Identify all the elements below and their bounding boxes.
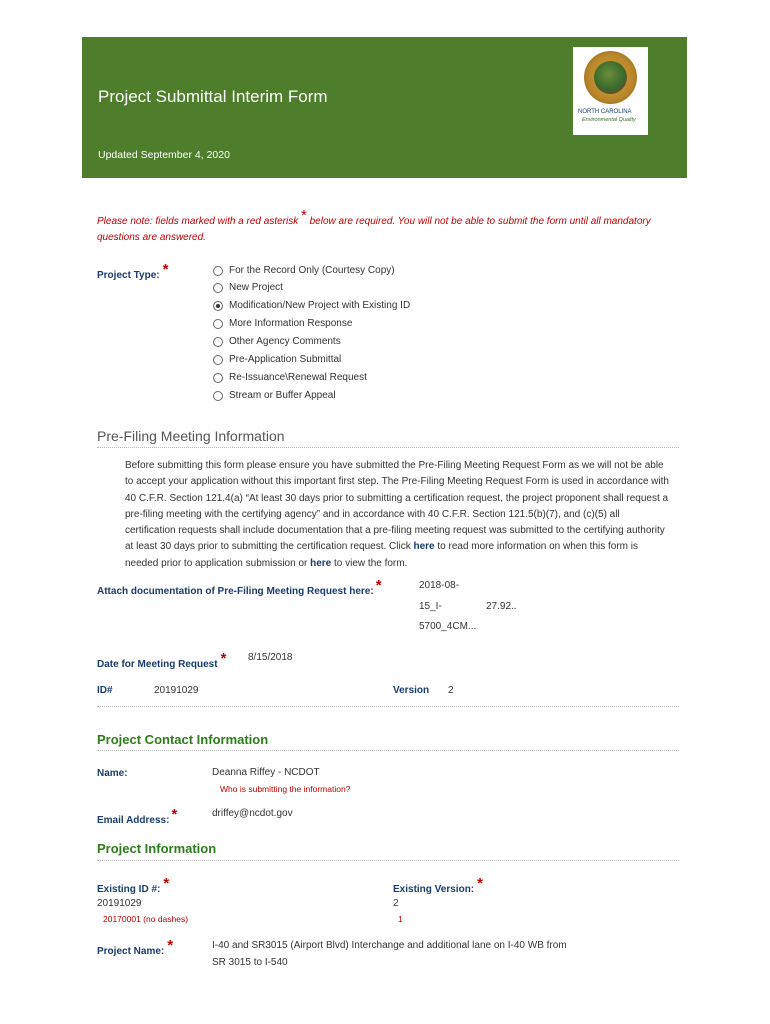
required-fields-note: Please note: fields marked with a red asterisk * below are required. You will not be able to submit the form until all mandatory questions are answered. [97,207,651,243]
radio-unchecked-icon[interactable] [213,319,223,329]
logo-text-state: NORTH CAROLINA [578,109,632,115]
project-type-option-label: Other Agency Comments [229,336,341,347]
radio-unchecked-icon[interactable] [213,373,223,383]
project-type-label: Project Type: * [97,261,169,281]
version-value[interactable]: 2 [448,685,454,696]
project-type-option[interactable] [213,318,352,329]
radio-unchecked-icon[interactable] [213,283,223,293]
required-asterisk: * [162,261,169,278]
project-name-line1[interactable]: I-40 and SR3015 (Airport Blvd) Interchange and additional lane on I-40 WB from [212,940,567,951]
project-type-option-label: New Project [229,282,283,293]
section-divider [97,447,679,448]
name-label: Name: [97,768,128,779]
required-asterisk: * [375,577,382,594]
prefiling-instructions: Before submitting this form please ensure you have submitted the Pre-Filing Meeting Request Form as we will not be able to accept your application without this important first step. The Pre-Filing Meeting Request Form is used in accordance with 40 C.F.R. Section 121.4(a) “At least 30 days prior to submitting a certification request, the project proponent shall request a pre-filing meeting with the certifying agency” and in accordance with 40 C.F.R. Section 121.5(b)(7), and (c)(5) all certification requests shall include documentation that a pre-filing meeting request was submitted to the certifying authority at least 30 days prior to submitting the certification request. Click here to read more information on when this form is needed prior to application submission or here to view the form. [125,460,669,569]
radio-unchecked-icon[interactable] [213,355,223,365]
view-form-link[interactable]: here [310,557,332,569]
project-type-option-label: Stream or Buffer Appeal [229,390,336,401]
project-type-option-label: Pre-Application Submittal [229,354,342,365]
existing-id-hint: 20170001 (no dashes) [103,914,189,924]
project-info-heading: Project Information [97,841,217,856]
id-label: ID# [97,685,113,696]
required-asterisk: * [220,650,227,667]
project-type-option[interactable] [213,354,341,365]
prefiling-heading: Pre-Filing Meeting Information [97,428,285,444]
existing-version-value[interactable]: 2 [393,898,399,909]
form-title: Project Submittal Interim Form [98,87,328,106]
project-type-option[interactable] [213,300,410,311]
attach-documentation-label: Attach documentation of Pre-Filing Meeting Request here: * [97,577,382,597]
required-asterisk: * [171,806,178,823]
attachment-filename-line1[interactable]: 2018-08- [419,580,460,591]
state-seal-icon [584,51,637,104]
attachment-filename-line2[interactable]: 15_I- [419,601,442,612]
project-name-line2[interactable]: SR 3015 to I-540 [212,957,288,968]
radio-unchecked-icon[interactable] [213,391,223,401]
section-divider [97,860,679,861]
required-asterisk: * [477,875,483,892]
required-asterisk: * [167,937,174,954]
existing-version-hint: 1 [398,914,403,924]
project-type-option[interactable] [213,282,283,293]
project-type-option[interactable] [213,265,395,276]
meeting-date-label: Date for Meeting Request * [97,650,227,670]
project-type-option-label: Modification/New Project with Existing ID [229,300,411,311]
form-header [82,37,687,178]
radio-unchecked-icon[interactable] [213,266,223,276]
name-hint: Who is submitting the information? [220,784,351,794]
read-more-link[interactable]: here [413,541,435,553]
name-value[interactable]: Deanna Riffey - NCDOT [212,767,320,778]
project-type-option[interactable] [213,390,336,401]
email-value[interactable]: driffey@ncdot.gov [212,808,293,819]
project-type-option[interactable] [213,372,367,383]
radio-unchecked-icon[interactable] [213,337,223,347]
meeting-date-value[interactable]: 8/15/2018 [248,652,293,663]
existing-id-value[interactable]: 20191029 [97,898,142,909]
required-asterisk: * [300,207,307,224]
updated-date: Updated September 4, 2020 [98,149,230,161]
attachment-filesize: 27.92.. [486,601,517,612]
logo-text-agency: Environmental Quality [582,117,636,123]
required-asterisk: * [163,875,170,892]
project-type-option-label: Re-Issuance\Renewal Request [229,372,367,383]
id-value[interactable]: 20191029 [154,685,199,696]
project-name-label: Project Name: * [97,937,174,957]
email-label: Email Address: * [97,806,178,826]
project-type-option-label: More Information Response [229,318,353,329]
version-label: Version [393,685,430,696]
section-divider [97,750,679,751]
section-divider [97,706,679,707]
radio-checked-icon[interactable] [213,301,223,311]
project-type-option[interactable] [213,336,341,347]
contact-info-heading: Project Contact Information [97,732,269,747]
existing-version-label: Existing Version: * [393,875,483,895]
attachment-filename-line3[interactable]: 5700_4CM... [419,621,477,632]
existing-id-label: Existing ID #: * [97,875,170,895]
ncdeq-logo [573,47,648,135]
project-type-option-label: For the Record Only (Courtesy Copy) [229,265,395,276]
